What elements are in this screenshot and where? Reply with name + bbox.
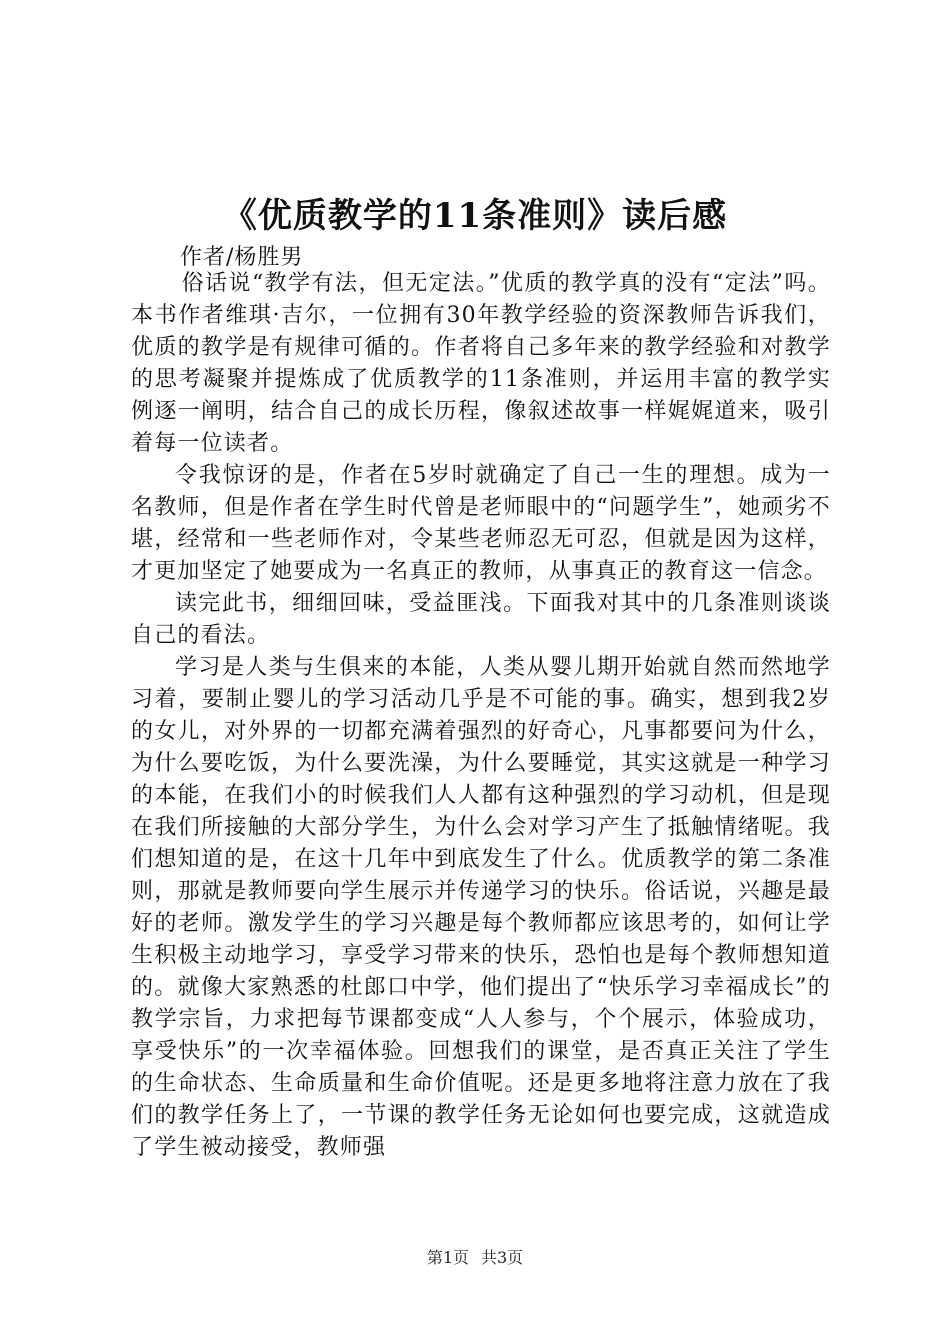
paragraph-4: 学习是人类与生俱来的本能，人类从婴儿期开始就自然而然地学习着，要制止婴儿的学习活动几乎是不可能的事。确实，想到我2岁的女儿，对外界的一切都充满着强烈的好奇心，凡事都要问为什么，为什么要吃饭，为什么要洗澡，为什么要睡觉，其实这就是一种学习的本能，在我们小的时候我们人人都有这种强烈的学习动机，但是现在我们所接触的大部分学生，为什么会对学习产生了抵触情绪呢。我们想知道的是，在这十几年中到底发生了什么。优质教学的第二条准则，那就是教师要向学生展示并传递学习的快乐。俗话说，兴趣是最好的老师。激发学生的学习兴趣是每个教师都应该思考的，如何让学生积极主动地学习，享受学习带来的快乐，恐怕也是每个教师想知道的。就像大家熟悉的杜郎口中学，他们提出了“快乐学习幸福成长”的教学宗旨，力求把每节课都变成“人人参与，个个展示，体验成功，享受快乐”的一次幸福体验。回想我们的课堂，是否真正关注了学生的生命状态、生命质量和生命价值呢。还是更多地将注意力放在了我们的教学任务上了，一节课的教学任务无论如何也要完成，这就造成了学生被动接受，教师强 [131,655,831,1160]
paragraph-1: 俗话说“教学有法，但无定法。”优质的教学真的没有“定法”吗。本书作者维琪·吉尔，一位拥有30年教学经验的资深教师告诉我们，优质的教学是有规律可循的。作者将自己多年来的教学经验和对教学的思考凝聚并提炼成了优质教学的11条准则，并运用丰富的教学实例逐一阐明，结合自己的成长历程，像叙述故事一样娓娓道来，吸引着每一位读者。 [131,271,831,456]
paragraph-2: 令我惊讶的是，作者在5岁时就确定了自己一生的理想。成为一名教师，但是作者在学生时代曾是老师眼中的“问题学生”，她顽劣不堪，经常和一些老师作对，令某些老师忍无可忍，但就是因为这样，才更加坚定了她要成为一名真正的教师，从事真正的教育这一信念。 [131,463,831,584]
document-body [131,268,831,1164]
page-number: 第1页 [426,1248,469,1267]
paragraph-3: 读完此书，细细回味，受益匪浅。下面我对其中的几条准则谈谈自己的看法。 [131,591,831,648]
document-author: 作者/杨胜男 [180,245,304,270]
page-footer [0,1245,950,1268]
document-title: 《优质教学的11条准则》读后感 [222,196,728,236]
page-total: 共3页 [481,1248,524,1267]
